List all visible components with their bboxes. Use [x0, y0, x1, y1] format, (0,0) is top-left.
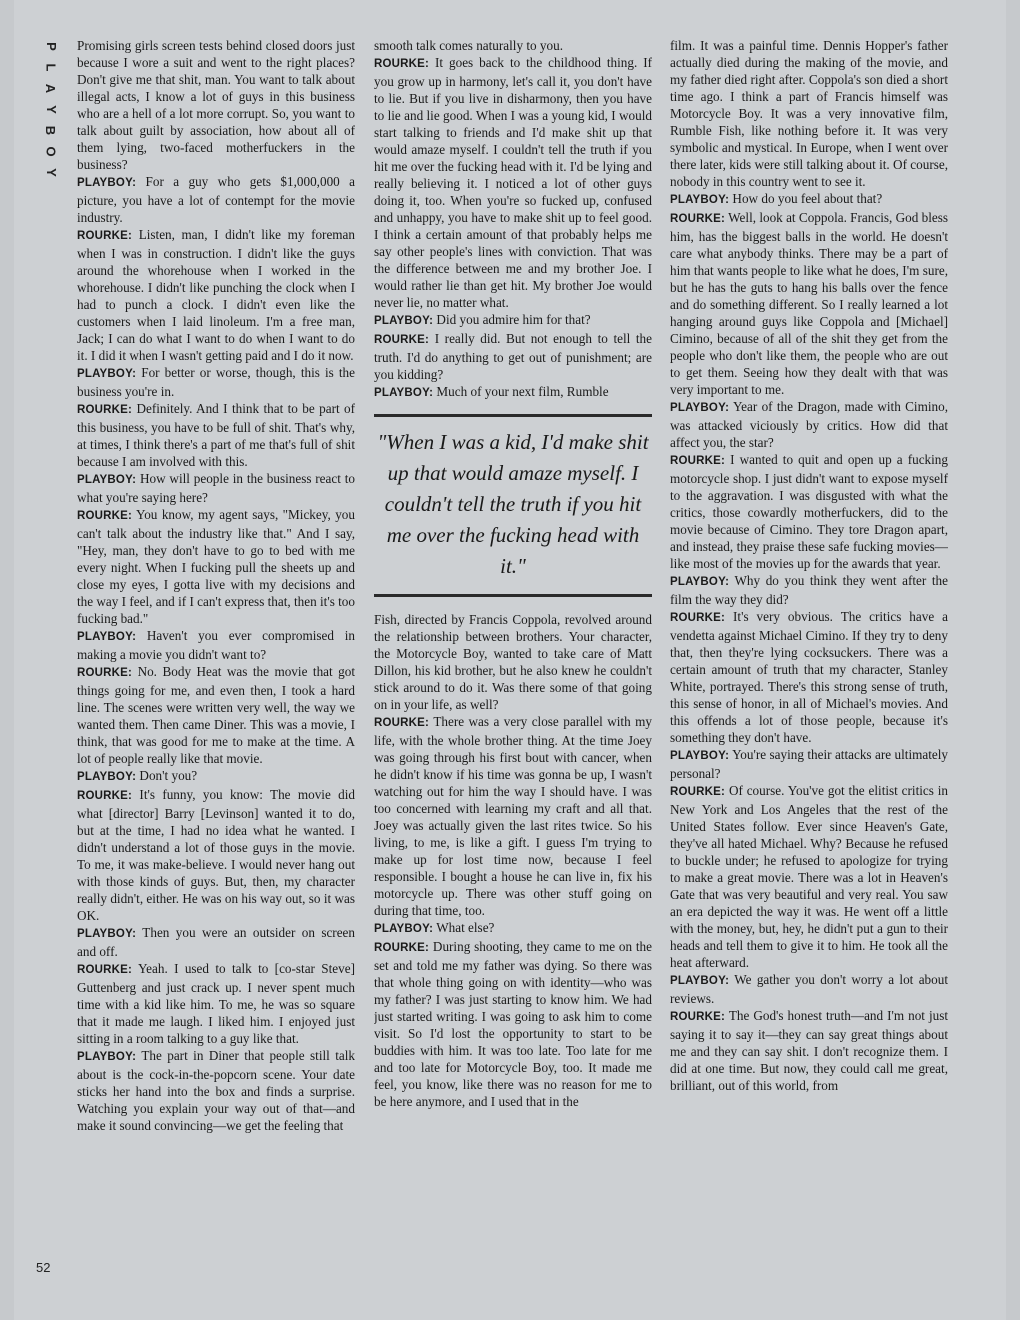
speaker-label: PLAYBOY:: [374, 315, 434, 327]
speaker-label: PLAYBOY:: [670, 576, 730, 588]
paragraph-text: How do you feel about that?: [732, 191, 883, 206]
interview-paragraph: [670, 746, 948, 782]
interview-paragraph: [77, 470, 355, 506]
paragraph-text: What else?: [436, 920, 495, 935]
speaker-label: ROURKE:: [374, 334, 430, 346]
masthead-letter: A: [43, 83, 59, 94]
text-column-3: [670, 37, 948, 1277]
paragraph-text: There was a very close parallel with my life, with the whole brother thing. At the time Joey was going through his first bout with cancer, when he didn't know if his time was gonna be up, I wasn't watching out for him the way I should have. I was too concerned with learning my craft and all that. Joey was actually given the last rites twice. So his living, to me, is like a gift. I guess I'm trying to make up for lost time now, because I feel responsible. I bought a house he can live in, fix his motorcycle up. There was other stuff going on during that time, too.: [374, 714, 652, 918]
interview-paragraph: [77, 364, 355, 400]
interview-paragraph: [77, 786, 355, 924]
paragraph-text: No. Body Heat was the movie that got things going for me, and even then, I took a hard line. The scenes were written very well, the way we wanted them. Then came Diner. This was a movie, I think, that was good for me to make at the time. A lot of people really like that movie.: [77, 664, 355, 766]
speaker-label: PLAYBOY:: [670, 975, 730, 987]
speaker-label: PLAYBOY:: [670, 194, 730, 206]
column-2-top: [374, 37, 652, 402]
interview-paragraph: [77, 506, 355, 627]
paragraph-text: I wanted to quit and open up a fucking motorcycle shop. I just didn't want to expose myself to the aggravation. I was disgusted with what the critics, those cowardly motherfuckers, did to the movie because of Cimino. They tore Dragon apart, and instead, they praise these safe fucking movies—like most of the movies up for the awards that year.: [670, 452, 948, 571]
interview-paragraph: [374, 330, 652, 383]
text-column-2: [374, 37, 652, 1277]
speaker-label: PLAYBOY:: [77, 928, 137, 940]
paragraph-text: Listen, man, I didn't like my foreman when I was in construction. I didn't like the guys around the whorehouse when I worked in the whorehouse. I didn't like punching the clock when I had to punch a clock. I didn't even like the customers when I laid linoleum. I'm a free man, Jack; I can do what I want to do when I want to do it. I did it when I wasn't getting paid and I do it now.: [77, 227, 355, 363]
masthead-letter: B: [43, 125, 59, 136]
interview-paragraph: [670, 190, 948, 209]
interview-paragraph: [670, 572, 948, 608]
interview-paragraph: [374, 311, 652, 330]
magazine-page: [14, 0, 1006, 1320]
speaker-label: PLAYBOY:: [374, 923, 434, 935]
interview-paragraph: [670, 782, 948, 971]
paragraph-text: It's very obvious. The critics have a vendetta against Michael Cimino. If they try to deny that, then they're lying cocksuckers. There was a certain amount of truth that my character, Stanley White, portrayed. There's this strong sense of truth, this sense of honor, in all of Michael's movies. And this offends a lot of those people, because it's something they don't have.: [670, 609, 948, 745]
interview-paragraph: [77, 663, 355, 767]
masthead-letter: O: [43, 146, 59, 157]
paragraph-text: Well, look at Coppola. Francis, God bless him, has the biggest balls in the world. He doesn't care what anybody thinks. There may be a part of him that wants people to like what he does, I'm sure, but he has the guts to hang his balls over the fence and do something different. So I really learned a lot hanging around guys like Coppola and [Michael] Cimino, because of all of the shit they get from the people who don't like them, the people who are out to get them. Seeing how they dealt with that was very important to me.: [670, 210, 948, 397]
paragraph-text: I really did. But not enough to tell the truth. I'd do anything to get out of punishment; are you kidding?: [374, 331, 652, 382]
speaker-label: PLAYBOY:: [77, 771, 137, 783]
paragraph-text: Definitely. And I think that to be part of this business, you have to be full of shit. That's why, at times, I think there's a part of me that's full of shit because I am involved with this.: [77, 401, 355, 469]
paragraph-text: You know, my agent says, "Mickey, you can't talk about the industry like that." And I say, "Hey, man, they don't have to go to bed with me every night. When I fucking pull the sheets up and close my eyes, I gotta live with my decisions and the way I feel, and if I can't express that, then it's too fucking bad.": [77, 507, 355, 626]
interview-paragraph: [374, 611, 652, 713]
speaker-label: ROURKE:: [670, 455, 726, 467]
paragraph-text: Did you admire him for that?: [436, 312, 591, 327]
interview-paragraph: [77, 37, 355, 173]
interview-paragraph: [670, 398, 948, 451]
paragraph-text: Much of your next film, Rumble: [436, 384, 609, 399]
paragraph-text: Of course. You've got the elitist critics in New York and Los Angeles that the rest of the United States follow. Ever since Heaven's Gate, they've all hated Michael. Why? Because he refused to buckle under; he refused to apologize for trying to make a great movie. There was a lot in Heaven's Gate that was very beautiful and very real. You saw an era depicted the way it was. He went off a little with the money, but, hey, he didn't put a gun to their heads and tell them to give it to him. He took all the heat afterward.: [670, 783, 948, 970]
speaker-label: ROURKE:: [374, 942, 430, 954]
speaker-label: ROURKE:: [670, 786, 726, 798]
interview-paragraph: [77, 226, 355, 364]
speaker-label: PLAYBOY:: [77, 177, 137, 189]
paragraph-text: During shooting, they came to me on the set and told me my father was dying. So there was that whole thing going on with identity—who was my father? I was just starting to know him. We had just started writing. I was going to ask him to come visit. So I'd lost the opportunity to start to be buddies with him. It was too late. Too late for me and too late for Motorcycle Boy, too. It made me feel, you know, like there was no reason for me to be here anymore, and I used that in the: [374, 939, 652, 1109]
speaker-label: PLAYBOY:: [374, 387, 434, 399]
text-column-1: [77, 37, 355, 1277]
paragraph-text: smooth talk comes naturally to you.: [374, 38, 563, 53]
interview-paragraph: [374, 938, 652, 1110]
masthead-letter: Y: [43, 105, 59, 114]
paragraph-text: We gather you don't worry a lot about reviews.: [670, 972, 948, 1006]
paragraph-text: For better or worse, though, this is the business you're in.: [77, 365, 355, 399]
paragraph-text: The part in Diner that people still talk about is the cock-in-the-popcorn scene. Your date sticks her hand into the box and finds a surprise. Watching you explain your way out of that—and make it sound convincing—we get the feeling that: [77, 1048, 355, 1133]
interview-paragraph: [77, 173, 355, 226]
speaker-label: ROURKE:: [670, 612, 726, 624]
interview-paragraph: [374, 54, 652, 311]
speaker-label: PLAYBOY:: [77, 474, 137, 486]
masthead-letter: L: [43, 63, 59, 72]
speaker-label: PLAYBOY:: [670, 402, 730, 414]
interview-paragraph: [374, 919, 652, 938]
playboy-masthead: [38, 36, 64, 183]
interview-paragraph: [77, 767, 355, 786]
interview-paragraph: [670, 971, 948, 1007]
speaker-label: PLAYBOY:: [77, 1051, 137, 1063]
interview-paragraph: [670, 451, 948, 572]
paragraph-text: It goes back to the childhood thing. If you grow up in harmony, let's call it, you don't have to lie. But if you live in disharmony, then you have to lie and lie good. When I was a young kid, I would start talking to friends and I'd make shit up that would amaze myself. I couldn't tell the truth if you hit me over the fucking head with it. I'd be lying and really believing it. I noticed a lot of other guys doing it, too. When you're so fucked up, confused and unhappy, you have to make shit up to feel good. I think a certain amount of that probably helps me say other people's lines with conviction. That was the difference between me and my brother Joe. I would rather lie than get hit. My brother Joe would never lie, no matter what.: [374, 55, 652, 310]
speaker-label: PLAYBOY:: [77, 631, 137, 643]
interview-paragraph: [670, 209, 948, 398]
paragraph-text: Promising girls screen tests behind closed doors just because I wore a suit and went to the right places? Don't give me that shit, man. You want to talk about illegal acts, I know a lot of guys in this business who are a hell of a lot more corrupt. So, you want to talk about guilt by association, how about all of them lying, two-faced motherfuckers in the business?: [77, 38, 355, 172]
speaker-label: PLAYBOY:: [77, 368, 137, 380]
page-number: 52: [36, 1260, 51, 1275]
paragraph-text: film. It was a painful time. Dennis Hopper's father actually died during the making of the movie, and my father died right after. Coppola's son died a short time ago. I think a part of Francis himself was Motorcycle Boy. It was a very innovative film, Rumble Fish, like nothing before it. It was very symbolic and mystical. In Europe, when I went over there later, kids were still talking about it. Of course, nobody in this country went to see it.: [670, 38, 948, 189]
speaker-label: ROURKE:: [77, 790, 133, 802]
paragraph-text: The God's honest truth—and I'm not just saying it to say it—they can say great things about me and they can say shit. I don't recognize them. I did at one time. But now, they could call me great, brilliant, out of this world, from: [670, 1008, 948, 1093]
speaker-label: ROURKE:: [77, 510, 133, 522]
speaker-label: ROURKE:: [670, 213, 726, 225]
masthead-letter: Y: [43, 168, 59, 177]
paragraph-text: For a guy who gets $1,000,000 a picture, you have a lot of contempt for the movie industry.: [77, 174, 355, 225]
interview-paragraph: [77, 1047, 355, 1134]
interview-paragraph: [77, 400, 355, 470]
paragraph-text: How will people in the business react to what you're saying here?: [77, 471, 355, 505]
interview-paragraph: [374, 37, 652, 54]
paragraph-text: It's funny, you know: The movie did what [director] Barry [Levinson] wanted it to do, but at the time, I had no idea what he wanted. I didn't understand a lot of those guys in the movie. To me, it was make-believe. I would never hang out with those kinds of guys. But, then, my character really didn't, either. He was on his way out, so it was OK.: [77, 787, 355, 923]
interview-paragraph: [77, 960, 355, 1047]
paragraph-text: Year of the Dragon, made with Cimino, was attacked viciously by critics. How did that affect you, the star?: [670, 399, 948, 450]
speaker-label: ROURKE:: [77, 964, 133, 976]
paragraph-text: Fish, directed by Francis Coppola, revolved around the relationship between brothers. Your character, the Motorcycle Boy, wanted to take care of Matt Dillon, his kid brother, but he also knew he couldn't stick around to do it. Was there some of that going on in your life, as well?: [374, 612, 652, 712]
speaker-label: ROURKE:: [670, 1011, 726, 1023]
interview-paragraph: [670, 37, 948, 190]
interview-paragraph: [374, 383, 652, 402]
interview-paragraph: [670, 608, 948, 746]
interview-paragraph: [670, 1007, 948, 1094]
masthead-letter: P: [43, 42, 59, 51]
speaker-label: ROURKE:: [374, 58, 430, 70]
speaker-label: PLAYBOY:: [670, 750, 730, 762]
interview-paragraph: [77, 924, 355, 960]
paragraph-text: Yeah. I used to talk to [co-star Steve] Guttenberg and just crack up. I never spent much time with a kid like him. To me, he was so square that it made me laugh. I liked him. I enjoyed just sitting in a room talking to a guy like that.: [77, 961, 355, 1046]
pull-quote: "When I was a kid, I'd make shit up that would amaze myself. I couldn't tell the truth if you hit me over the fucking head with it.": [374, 414, 652, 597]
speaker-label: ROURKE:: [77, 667, 133, 679]
interview-paragraph: [77, 627, 355, 663]
column-2-bottom: [374, 611, 652, 1110]
paragraph-text: Don't you?: [139, 768, 198, 783]
speaker-label: ROURKE:: [77, 404, 133, 416]
speaker-label: ROURKE:: [77, 230, 133, 242]
paragraph-text: Then you were an outsider on screen and off.: [77, 925, 355, 959]
paragraph-text: You're saying their attacks are ultimately personal?: [670, 747, 948, 781]
interview-paragraph: [374, 713, 652, 919]
speaker-label: ROURKE:: [374, 717, 430, 729]
paragraph-text: Haven't you ever compromised in making a movie you didn't want to?: [77, 628, 355, 662]
paragraph-text: Why do you think they went after the film the way they did?: [670, 573, 948, 607]
